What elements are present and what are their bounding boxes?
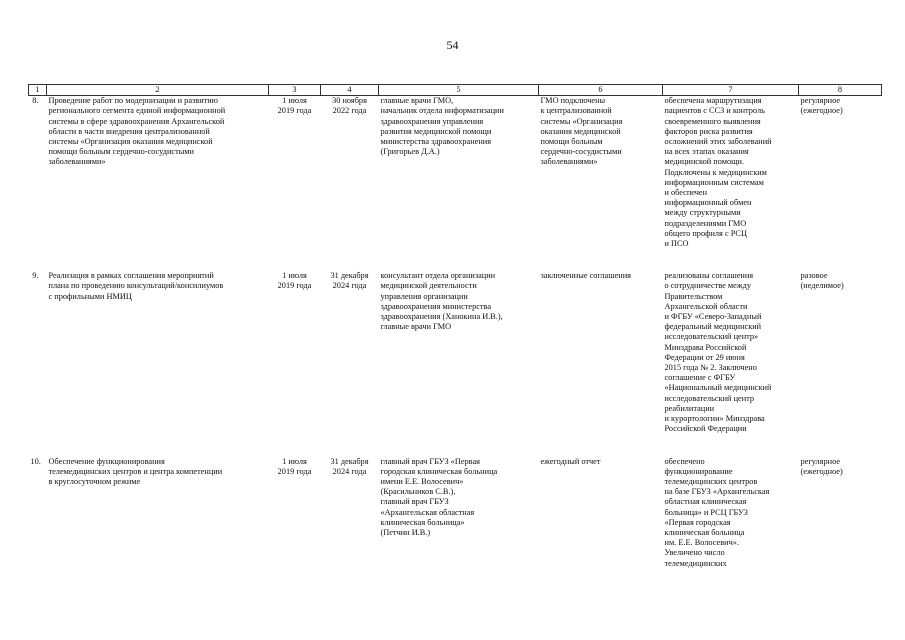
responsible-cell: консультант отдела организации медицинской деятельности управления организации здравоохранения министерства здравоохранения (Ханокина И.В.), главные врачи ГМО [380, 271, 503, 332]
periodicity-cell: разовое (неделимое) [800, 271, 844, 291]
end-date-cell: 30 ноября 2022 года [332, 96, 367, 116]
measures-table [28, 84, 882, 569]
table-row [29, 96, 882, 250]
periodicity-cell: регулярное (ежегодное) [800, 456, 843, 476]
column-header: 6 [539, 85, 663, 96]
start-date-cell: 1 июля 2019 года [277, 271, 312, 291]
result-cell: ежегодный отчет [540, 456, 601, 466]
row-spacer [29, 435, 882, 457]
row-number: 10. [30, 456, 41, 466]
end-date-cell: 31 декабря 2024 года [330, 456, 369, 476]
result-cell: ГМО подключены к централизованной системы «Организация оказания медицинской помощи больным сердечно-сосудистыми заболеваниями» [540, 96, 623, 167]
responsible-cell: главные врачи ГМО, начальник отдела информатизации здравоохранения управления развития медицинской помощи министерства здравоохранения (Григорьев Д.А.) [380, 96, 504, 157]
effect-cell: реализованы соглашения о сотрудничестве между Правительством Архангельской области и ФГБУ «Северо-Западный федеральный медицинский исследовательский центр» Минздрава Российской Федерации от 29 июня 2015 года № 2. Заключено соглашение с ФГБУ «Национальный медицинский исследовательский центр реабилитации и курортологии» Минздрава Российской Федерации [664, 271, 772, 434]
column-header: 8 [799, 85, 882, 96]
periodicity-cell: регулярное (ежегодное) [800, 96, 843, 116]
start-date-cell: 1 июля 2019 года [277, 96, 312, 116]
column-header: 5 [379, 85, 539, 96]
column-header: 4 [321, 85, 379, 96]
activity-cell: Обеспечение функционирования телемедицинских центров и центра компетенции в круглосуточном режиме [48, 456, 223, 486]
activity-cell: Проведение работ по модернизации и развитию регионального сегмента единой информационной системы в сфере здравоохранения Архангельской области в части внедрения централизованной системы «Организация оказания медицинской помощи больным сердечно-сосудистыми заболеваниями» [48, 96, 226, 167]
effect-cell: обеспечена маршрутизация пациентов с ССЗ и контроль своевременного выявления факторов риска развития осложнений этих заболеваний на всех этапах оказания медицинской помощи. Подключены к медицинским информационным системам и обеспечен информационный обмен между структурными подразделениями ГМО общего профиля с РСЦ и ПСО [664, 96, 772, 249]
column-header: 2 [47, 85, 269, 96]
effect-cell: обеспечено функционирование телемедицинских центров на базе ГБУЗ «Архангельская областная клиническая больница» и РСЦ ГБУЗ «Первая городская клиническая больница им. Е.Е. Волосевич». Увеличено число телемедицинских [664, 456, 770, 568]
row-number: 8. [32, 96, 39, 106]
activity-cell: Реализация в рамках соглашения мероприятий плана по проведению консультаций/консилиумов с профильными НМИЦ [48, 271, 224, 301]
result-cell: заключенные соглашения [540, 271, 631, 281]
header-row [29, 85, 882, 96]
end-date-cell: 31 декабря 2024 года [330, 271, 369, 291]
page-number: 54 [446, 38, 459, 52]
start-date-cell: 1 июля 2019 года [277, 456, 312, 476]
column-header: 7 [663, 85, 799, 96]
table-row [29, 457, 882, 569]
table-row [29, 271, 882, 434]
row-spacer [29, 249, 882, 271]
column-header: 3 [269, 85, 321, 96]
responsible-cell: главный врач ГБУЗ «Первая городская клиническая больница имени Е.Е. Волосевич» (Красильников С.В.), главный врач ГБУЗ «Архангельская областная клиническая больница» (Петчин И.В.) [380, 456, 498, 537]
row-number: 9. [32, 271, 39, 281]
column-header: 1 [29, 85, 47, 96]
